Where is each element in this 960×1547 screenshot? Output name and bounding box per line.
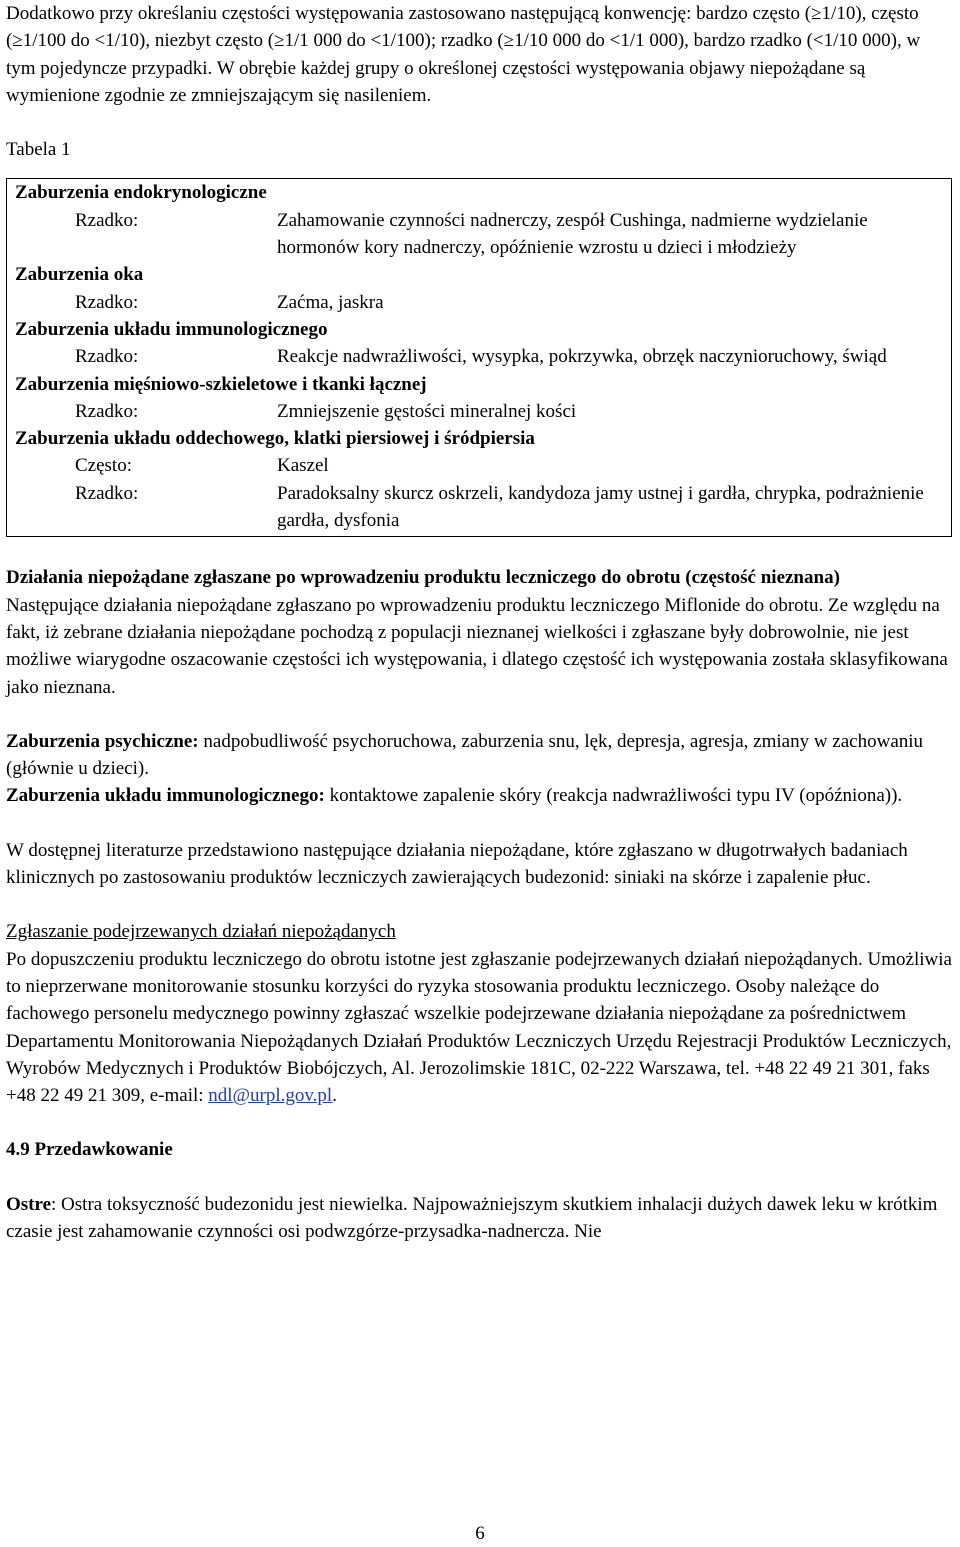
table-row — [7, 207, 951, 262]
table-section-heading: Zaburzenia endokrynologiczne — [15, 182, 267, 204]
overdose-label: Ostre — [6, 1193, 52, 1215]
frequency-label: Rzadko: — [75, 209, 139, 231]
effect-description: Kaszel — [277, 455, 329, 477]
immunological-paragraph — [6, 782, 954, 809]
document-page — [6, 0, 954, 1245]
overdose-text: : Ostra toksyczność budezonidu jest niewielka. Najpoważniejszym skutkiem inhalacji dużych dawek leku w krótkim czasie jest zahamowanie czynności osi podwzgórze-przysadka-nadnercza. Nie — [6, 1193, 938, 1242]
email-link[interactable]: ndl@urpl.gov.pl — [208, 1085, 333, 1107]
effect-description: Paradoksalny skurcz oskrzeli, kandydoza jamy ustnej i gardła, chrypka, podrażnienie gardła, dysfonia — [277, 482, 924, 532]
table-row — [7, 343, 951, 370]
reporting-text: Po dopuszczeniu produktu leczniczego do obrotu istotne jest zgłaszanie podejrzewanych działań niepożądanych. Umożliwia to nieprzerwane monitorowanie stosunku korzyści do ryzyka stosowania produktu leczniczego. Osoby należące do fachowego personelu medycznego powinny zgłaszać wszelkie podejrzewane działania niepożądane za pośrednictwem Departamentu Monitorowania Niepożądanych Działań Produktów Leczniczych Urzędu Rejestracji Produktów Leczniczych, Wyrobów Medycznych i Produktów Biobójczych, Al. Jerozolimskie 181C, 02-222 Warszawa, tel. +48 22 49 21 301, faks +48 22 49 21 309, e-mail: — [6, 948, 952, 1107]
adverse-effects-table — [6, 178, 952, 537]
postmarketing-heading: Działania niepożądane zgłaszane po wprowadzeniu produktu leczniczego do obrotu (częstość nieznana) — [6, 567, 840, 589]
page-number: 6 — [475, 1523, 485, 1544]
effect-description: Zaćma, jaskra — [277, 291, 384, 313]
table-section-heading: Zaburzenia układu immunologicznego — [15, 318, 328, 340]
table-caption: Tabela 1 — [6, 139, 71, 161]
psychiatric-text: nadpobudliwość psychoruchowa, zaburzenia snu, lęk, depresja, agresja, zmiany w zachowaniu (głównie u dzieci). — [6, 730, 924, 780]
psychiatric-label: Zaburzenia psychiczne: — [6, 730, 199, 752]
postmarketing-paragraph: Następujące działania niepożądane zgłaszano po wprowadzeniu produktu leczniczego Miflonide do obrotu. Ze względu na fakt, iż zebrane działania niepożądane pochodzą z populacji nieznanej wielkości i zgłaszane były dobrowolnie, nie jest możliwe wiarygodne oszacowanie częstości ich występowania, i dlatego częstość ich występowania została sklasyfikowana jako nieznana. — [6, 594, 948, 698]
frequency-label: Rzadko: — [75, 291, 139, 313]
table-row — [7, 480, 951, 535]
effect-description: Zahamowanie czynności nadnerczy, zespół Cushinga, nadmierne wydzielanie hormonów kory nadnerczy, opóźnienie wzrostu u dzieci i młodzieży — [277, 209, 868, 259]
frequency-label: Rzadko: — [75, 346, 139, 368]
literature-paragraph: W dostępnej literaturze przedstawiono następujące działania niepożądane, które zgłaszano w długotrwałych badaniach klinicznych po zastosowaniu produktów leczniczych zawierających budezonid: siniaki na skórze i zapalenie płuc. — [6, 839, 908, 889]
effect-description: Zmniejszenie gęstości mineralnej kości — [277, 400, 577, 422]
frequency-label: Często: — [75, 455, 132, 477]
table-section-heading: Zaburzenia mięśniowo-szkieletowe i tkanki łącznej — [15, 373, 427, 395]
immunological-text: kontaktowe zapalenie skóry (reakcja nadwrażliwości typu IV (opóźniona)). — [324, 785, 903, 807]
section-heading-overdose: 4.9 Przedawkowanie — [6, 1139, 173, 1161]
reporting-paragraph — [6, 946, 954, 1110]
effect-description: Reakcje nadwrażliwości, wysypka, pokrzywka, obrzęk naczynioruchowy, świąd — [277, 346, 887, 368]
table-row — [7, 452, 951, 479]
table-row — [7, 289, 951, 316]
overdose-paragraph — [6, 1191, 954, 1246]
frequency-label: Rzadko: — [75, 482, 139, 504]
intro-paragraph: Dodatkowo przy określaniu częstości występowania zastosowano następującą konwencję: bardzo często (≥1/10), często (≥1/100 do <1/10), niezbyt często (≥1/1 000 do <1/100); rzadko (≥1/10 000 do <1/1 000), bardzo rzadko (<1/10 000), w tym pojedyncze przypadki. W obrębie każdej grupy o określonej częstości występowania objawy niepożądane są wymienione zgodnie ze zmniejszającym się nasileniem. — [6, 3, 921, 106]
psychiatric-paragraph — [6, 728, 954, 783]
immunological-label: Zaburzenia układu immunologicznego: — [6, 785, 325, 807]
reporting-end: . — [332, 1085, 337, 1107]
reporting-heading: Zgłaszanie podejrzewanych działań niepożądanych — [6, 921, 396, 943]
table-section-heading: Zaburzenia oka — [15, 264, 144, 286]
table-row — [7, 398, 951, 425]
frequency-label: Rzadko: — [75, 400, 139, 422]
table-section-heading: Zaburzenia układu oddechowego, klatki piersiowej i śródpiersia — [15, 428, 535, 450]
